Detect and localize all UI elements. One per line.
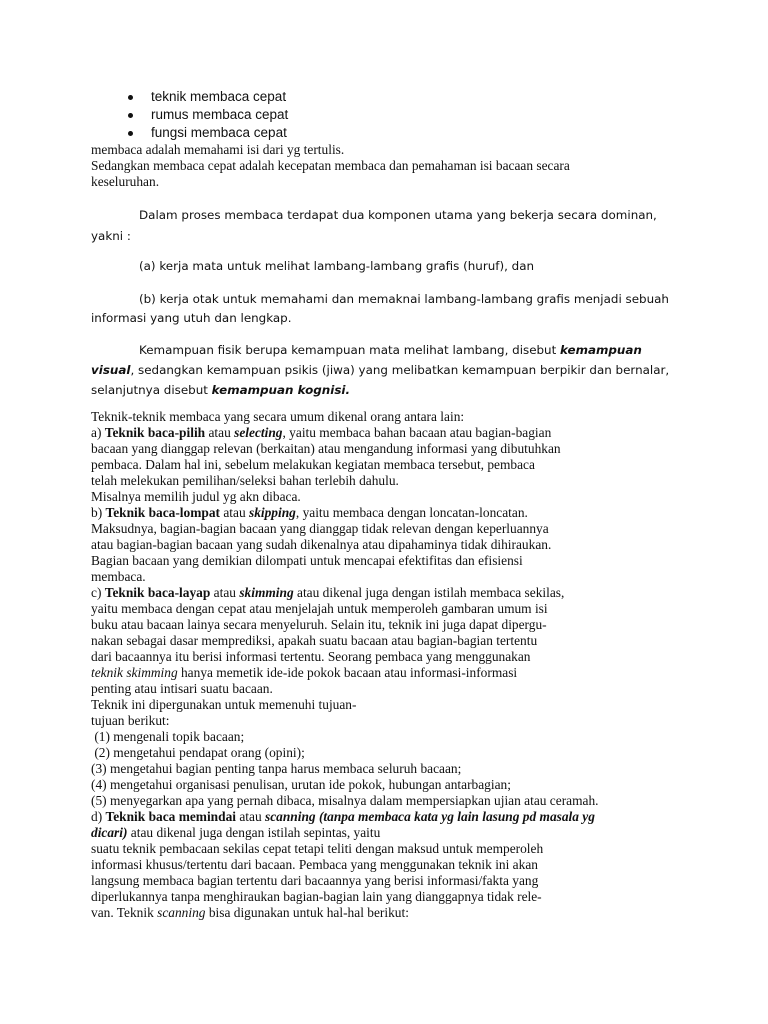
text-line: van. Teknik scanning bisa digunakan untuk hal-hal berikut: [91,905,409,920]
kemampuan-line: Kemampuan fisik berupa kemampuan mata melihat lambang, disebut kemampuan [139,343,642,357]
text-line: tujuan berikut: [91,713,170,728]
teknik-intro: Teknik-teknik membaca yang secara umum dikenal orang antara lain: [91,409,465,424]
text-line: telah melekukan pemilihan/seleksi bahan terlebih dahulu. [91,473,399,488]
teknik-term: dicari) [91,825,128,840]
text-line: pembaca. Dalam hal ini, sebelum melakukan kegiatan membaca tersebut, pembaca [91,457,535,472]
kemampuan-term: kemampuan [560,343,642,357]
text-line: buku atau bacaan lainya secara menyeluruh. Selain itu, teknik ini juga dapat dipergu- [91,617,547,632]
text-line: suatu teknik pembacaan sekilas cepat tetapi teliti dengan maksud untuk memperoleh [91,841,544,856]
list-item: (3) mengetahui bagian penting tanpa harus membaca seluruh bacaan; [91,761,462,776]
text-line: atau bagian-bagian bacaan yang sudah dikenalnya atau dipahaminya tidak dihiraukan. [91,537,552,552]
teknik-title: Teknik baca memindai [105,809,236,824]
teknik-b-heading: b) Teknik baca-lompat atau skipping, yaitu membaca dengan loncatan-loncatan. [91,505,528,520]
teknik-term: scanning [157,905,206,920]
teknik-title: Teknik baca-lompat [105,505,220,520]
kemampuan-term: visual [91,363,131,377]
teknik-title: Teknik baca-layap [104,585,211,600]
text-line: penting atau intisari suatu bacaan. [91,681,273,696]
komponen-line: yakni : [91,229,131,243]
list-item: fungsi membaca cepat [128,124,288,142]
teknik-section [91,409,599,921]
text-line: membaca. [91,569,146,584]
list-item: rumus membaca cepat [128,106,288,124]
text-line: teknik skimming hanya memetik ide-ide pokok bacaan atau informasi-informasi [91,665,518,680]
teknik-term: scanning (tanpa membaca kata yg lain lasung pd masala yg [264,809,595,824]
list-item: (5) menyegarkan apa yang pernah dibaca, misalnya dalam mempersiapkan ujian atau ceramah. [91,793,599,808]
text-line: dicari) atau dikenal juga dengan istilah sepintas, yaitu [91,825,381,840]
text-line: bacaan yang dianggap relevan (berkaitan) atau mengandung informasi yang dibutuhkan [91,441,561,456]
teknik-title: Teknik baca-pilih [104,425,206,440]
text-line: informasi khusus/tertentu dari bacaan. Pembaca yang menggunakan teknik ini akan [91,857,538,872]
text-line: diperlukannya tanpa menghiraukan bagian-bagian lain yang dianggapnya tidak rele- [91,889,542,904]
teknik-term: selecting [234,425,283,440]
text-line: nakan sebagai dasar memprediksi, apakah suatu bacaan atau bagian-bagian tertentu [91,633,538,648]
teknik-term: teknik skimming [91,665,178,680]
bullet-icon [128,131,133,136]
list-item: (4) mengetahui organisasi penulisan, urutan ide pokok, hubungan antarbagian; [91,777,511,792]
text-line: Bagian bacaan yang demikian dilompati untuk mencapai efektifitas dan efisiensi [91,553,523,568]
bullet-icon [128,113,133,118]
komponen-item-b: (b) kerja otak untuk memahami dan memaknai lambang-lambang grafis menjadi sebuah [139,292,669,306]
komponen-item-a: (a) kerja mata untuk melihat lambang-lambang grafis (huruf), dan [139,259,535,273]
bullet-icon [128,95,133,100]
komponen-item-b-cont: informasi yang utuh dan lengkap. [91,311,292,325]
komponen-line: Dalam proses membaca terdapat dua komponen utama yang bekerja secara dominan, [139,208,657,222]
teknik-d-heading: d) Teknik baca memindai atau scanning (tanpa membaca kata yg lain lasung pd masala yg [91,809,595,824]
topic-bullet-list [128,88,288,142]
intro-line: Sedangkan membaca cepat adalah kecepatan membaca dan pemahaman isi bacaan secara [91,158,570,173]
text-line: Maksudnya, bagian-bagian bacaan yang dianggap tidak relevan dengan keperluannya [91,521,549,536]
teknik-a-heading: a) Teknik baca-pilih atau selecting, yaitu membaca bahan bacaan atau bagian-bagian [91,425,552,440]
teknik-term: skimming [239,585,294,600]
teknik-term: skipping [248,505,296,520]
teknik-c-heading: c) Teknik baca-layap atau skimming atau dikenal juga dengan istilah membaca sekilas, [91,585,565,600]
text-line: Misalnya memilih judul yg akn dibaca. [91,489,301,504]
intro-line: membaca adalah memahami isi dari yg tertulis. [91,142,345,157]
kemampuan-line: selanjutnya disebut kemampuan kognisi. [91,383,351,397]
intro-line: keseluruhan. [91,174,160,189]
list-item: teknik membaca cepat [128,88,288,106]
kemampuan-term: kemampuan kognisi. [211,383,351,397]
list-item: (1) mengenali topik bacaan; [91,729,245,744]
kemampuan-line: visual, sedangkan kemampuan psikis (jiwa) yang melibatkan kemampuan berpikir dan bernalar, [91,363,670,377]
list-item: (2) mengetahui pendapat orang (opini); [91,745,305,760]
text-line: langsung membaca bagian tertentu dari bacaannya yang berisi informasi/fakta yang [91,873,539,888]
text-line: Teknik ini dipergunakan untuk memenuhi tujuan- [91,697,357,712]
text-line: yaitu membaca dengan cepat atau menjelajah untuk memperoleh gambaran umum isi [91,601,548,616]
text-line: dari bacaannya itu berisi informasi tertentu. Seorang pembaca yang menggunakan [91,649,531,664]
